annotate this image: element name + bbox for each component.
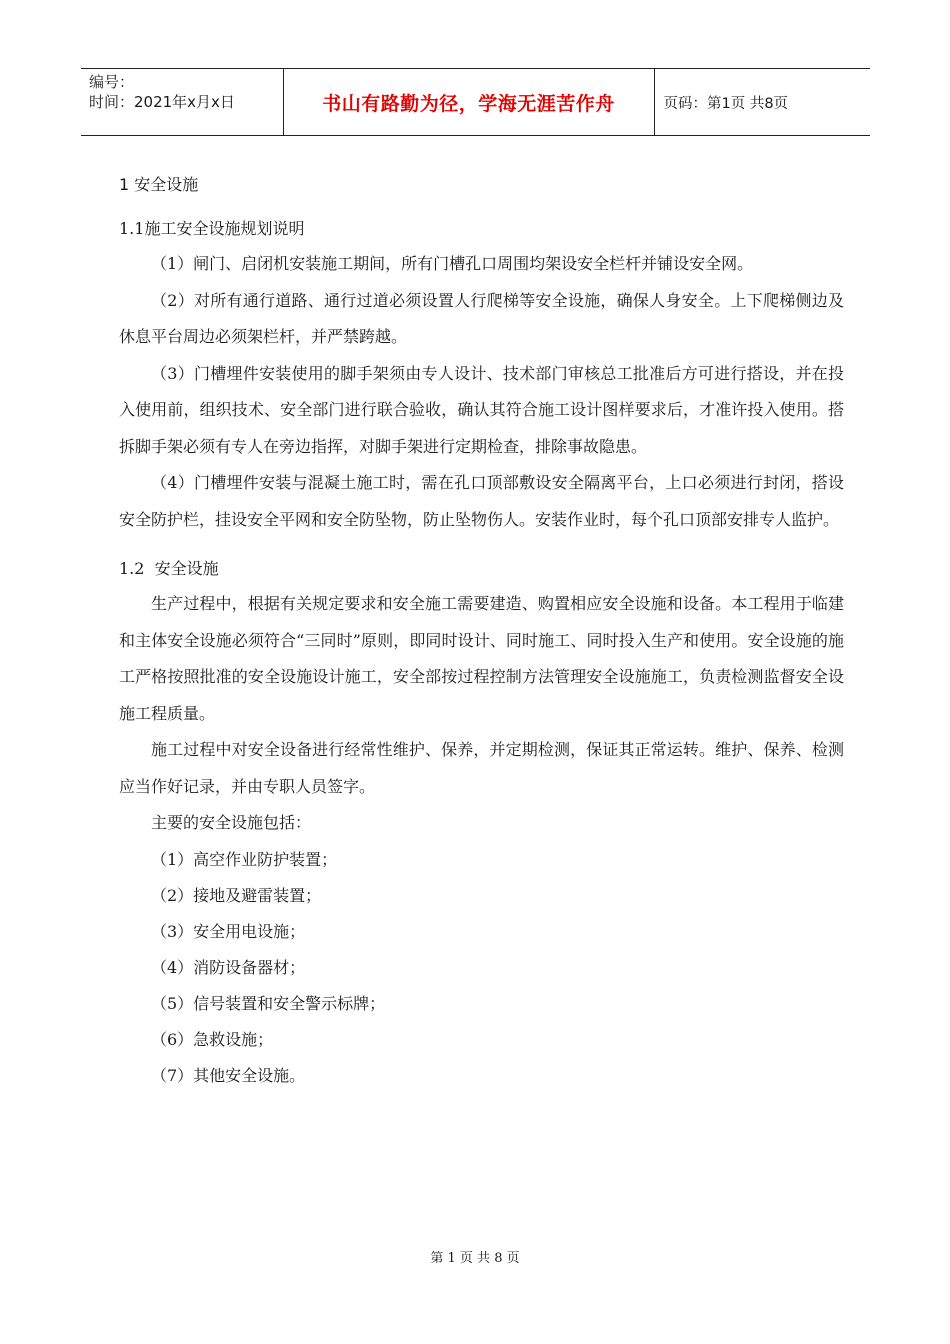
paragraph: （1）闸门、启闭机安装施工期间，所有门槽孔口周围均架设安全栏杆并铺设安全网。	[151, 254, 754, 273]
list-item: （4）消防设备器材；	[151, 957, 306, 977]
header-motto: 书山有路勤为径，学海无涯苦作舟	[283, 69, 654, 136]
subsection-number: 1.1	[119, 219, 145, 238]
subsection-heading-1-1	[119, 214, 844, 244]
paragraph: （2）对所有通行道路、通行过道必须设置人行爬梯等安全设施，确保人身安全。上下爬梯侧边及休息平台周边必须架栏杆，并严禁跨越。	[119, 290, 844, 346]
paragraph: 主要的安全设施包括：	[151, 813, 312, 832]
list-item: （5）信号装置和安全警示标牌；	[151, 993, 386, 1013]
spacer	[119, 538, 844, 554]
list-item: （6）急救设施；	[151, 1029, 274, 1049]
subsection-title: 施工安全设施规划说明	[144, 219, 305, 238]
paragraph: 生产过程中，根据有关规定要求和安全施工需要建造、购置相应安全设施和设备。本工程用于临建和主体安全设施必须符合“三同时”原则，即同时设计、同时施工、同时投入生产和使用。安全设施的施工严格按照批准的安全设施设计施工，安全部按过程控制方法管理安全设施施工，负责检测监督安全设施工程质量。	[119, 594, 844, 723]
document-number-label: 编号：	[89, 73, 135, 91]
list-item: （1）高空作业防护装置；	[151, 849, 338, 869]
subsection-heading-1-2	[119, 554, 844, 584]
list-item: （2）接地及避雷装置；	[151, 885, 322, 905]
header-meta	[81, 69, 283, 136]
header-page-info: 页码：第1页 共8页	[654, 69, 870, 136]
list-item: （3）安全用电设施；	[151, 921, 306, 941]
page-footer: 第 1 页 共 8 页	[430, 1251, 520, 1266]
document-body	[119, 170, 844, 1094]
subsection-number: 1.2	[119, 559, 145, 578]
paragraph: （3）门槽埋件安装使用的脚手架须由专人设计、技术部门审核总工批准后方可进行搭设，并在投入使用前，组织技术、安全部门进行联合验收，确认其符合施工设计图样要求后，才准许投入使用。搭拆脚手架必须有专人在旁边指挥，对脚手架进行定期检查，排除事故隐患。	[119, 363, 844, 456]
document-header	[81, 68, 870, 136]
paragraph: 施工过程中对安全设备进行经常性维护、保养，并定期检测，保证其正常运转。维护、保养、检测应当作好记录，并由专职人员签字。	[119, 740, 844, 796]
section-heading: 1 安全设施	[119, 175, 199, 194]
subsection-title: 安全设施	[154, 559, 219, 578]
paragraph: （4）门槽埋件安装与混凝土施工时，需在孔口顶部敷设安全隔离平台，上口必须进行封闭，搭设安全防护栏，挂设安全平网和安全防坠物，防止坠物伤人。安装作业时，每个孔口顶部安排专人监护。	[119, 473, 844, 529]
document-date-label: 时间：2021年x月x日	[89, 93, 235, 111]
list-item: （7）其他安全设施。	[151, 1065, 306, 1085]
